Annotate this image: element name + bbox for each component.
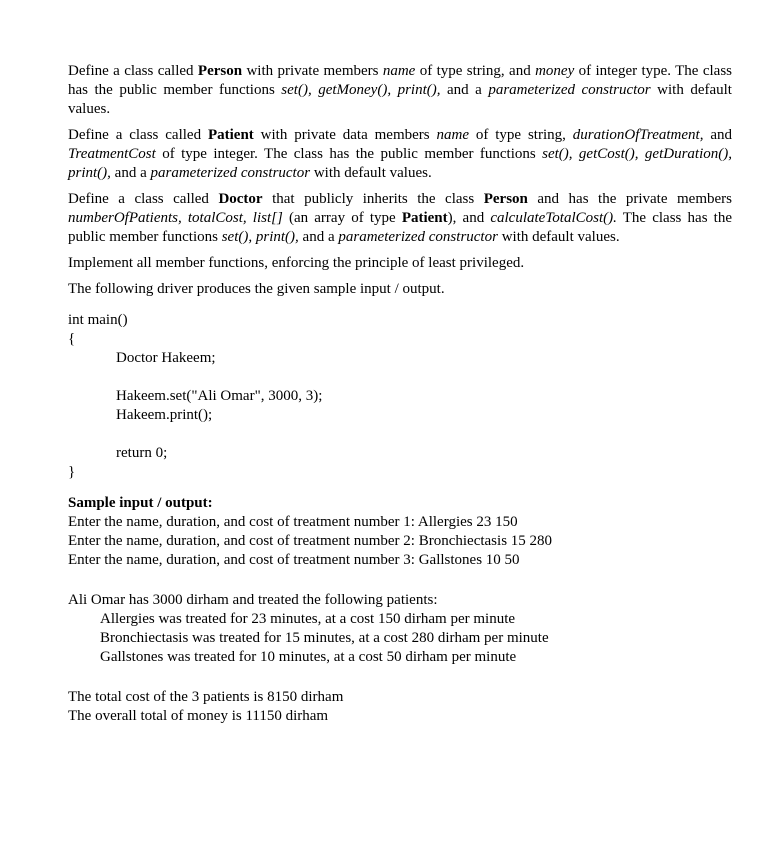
paragraph-driver: The following driver produces the given sample input / output. bbox=[68, 281, 445, 297]
text: ), and bbox=[447, 210, 491, 226]
member-duration: durationOfTreatment, bbox=[572, 127, 704, 143]
code-line: { bbox=[68, 331, 76, 347]
text: and has the private members bbox=[527, 191, 732, 207]
constructor-text: parameterized constructor bbox=[150, 165, 311, 181]
class-name-doctor: Doctor bbox=[218, 191, 263, 207]
member-cost: TreatmentCost bbox=[68, 146, 156, 162]
text: of type string, and bbox=[415, 63, 536, 79]
code-blank-line bbox=[68, 425, 732, 444]
code-line: int main() bbox=[68, 312, 128, 328]
document-page bbox=[68, 62, 732, 726]
member-functions: set(), getCost(), getDuration(), print(), bbox=[68, 146, 732, 181]
text: (an array of type bbox=[282, 210, 402, 226]
member-functions: set(), getMoney(), print(), bbox=[281, 82, 441, 98]
constructor-text: parameterized constructor bbox=[338, 229, 498, 245]
private-members: numberOfPatients, totalCost, list[] bbox=[68, 210, 283, 226]
text: of integer type. The class has the public member functions bbox=[68, 63, 732, 98]
class-name-person: Person bbox=[197, 63, 243, 79]
calculate-total-cost: calculateTotalCost(). bbox=[490, 210, 617, 226]
total-cost-line: The total cost of the 3 patients is 8150 dirham bbox=[68, 689, 344, 705]
paragraph-implement: Implement all member functions, enforcing the principle of least privileged. bbox=[68, 255, 525, 271]
output-row: Allergies was treated for 23 minutes, at a cost 150 dirham per minute bbox=[100, 611, 516, 627]
text: with default values. bbox=[497, 229, 620, 245]
sample-heading: Sample input / output: bbox=[68, 495, 213, 511]
text: with private data members bbox=[253, 127, 437, 143]
totals bbox=[68, 688, 732, 726]
text: and a bbox=[298, 229, 339, 245]
text: and bbox=[703, 127, 732, 143]
member-functions: set(), print(), bbox=[221, 229, 299, 245]
text: of type integer. The class has the public member functions bbox=[155, 146, 543, 162]
class-name-patient: Patient bbox=[207, 127, 254, 143]
sample-output bbox=[68, 591, 732, 667]
paragraph-doctor bbox=[68, 190, 732, 247]
class-name-patient: Patient bbox=[401, 210, 448, 226]
text: Define a class called bbox=[68, 63, 198, 79]
code-block bbox=[68, 311, 732, 482]
text: with default values. bbox=[310, 165, 432, 181]
member-money: money bbox=[535, 63, 575, 79]
class-name-person: Person bbox=[483, 191, 528, 207]
output-row: Bronchiectasis was treated for 15 minutes, at a cost 280 dirham per minute bbox=[100, 630, 549, 646]
paragraph-patient bbox=[68, 126, 732, 183]
sample-io bbox=[68, 494, 732, 570]
code-line: return 0; bbox=[116, 445, 168, 461]
sample-input-line: Enter the name, duration, and cost of treatment number 3: Gallstones 10 50 bbox=[68, 552, 520, 568]
text: and a bbox=[110, 165, 151, 181]
code-line: Hakeem.set("Ali Omar", 3000, 3); bbox=[116, 388, 323, 404]
text: with default values. bbox=[68, 82, 732, 117]
text: with private members bbox=[242, 63, 383, 79]
sample-input-line: Enter the name, duration, and cost of treatment number 1: Allergies 23 150 bbox=[68, 514, 518, 530]
text: Define a class called bbox=[68, 191, 219, 207]
sample-input-line: Enter the name, duration, and cost of treatment number 2: Bronchiectasis 15 280 bbox=[68, 533, 553, 549]
output-header: Ali Omar has 3000 dirham and treated the following patients: bbox=[68, 592, 438, 608]
text: The class has the public member functions bbox=[68, 210, 733, 245]
code-line: Doctor Hakeem; bbox=[116, 350, 216, 366]
overall-total-line: The overall total of money is 11150 dirham bbox=[68, 708, 329, 724]
paragraph-person bbox=[68, 62, 732, 119]
member-name: name bbox=[436, 127, 469, 143]
constructor-text: parameterized constructor bbox=[488, 82, 651, 98]
text: and a bbox=[440, 82, 489, 98]
member-name: name bbox=[382, 63, 416, 79]
text: Define a class called bbox=[68, 127, 208, 143]
code-line: } bbox=[68, 464, 76, 480]
code-line: Hakeem.print(); bbox=[116, 407, 213, 423]
code-blank-line bbox=[68, 368, 732, 387]
text: of type string, bbox=[468, 127, 573, 143]
output-row: Gallstones was treated for 10 minutes, at a cost 50 dirham per minute bbox=[100, 649, 517, 665]
text: that publicly inherits the class bbox=[262, 191, 484, 207]
